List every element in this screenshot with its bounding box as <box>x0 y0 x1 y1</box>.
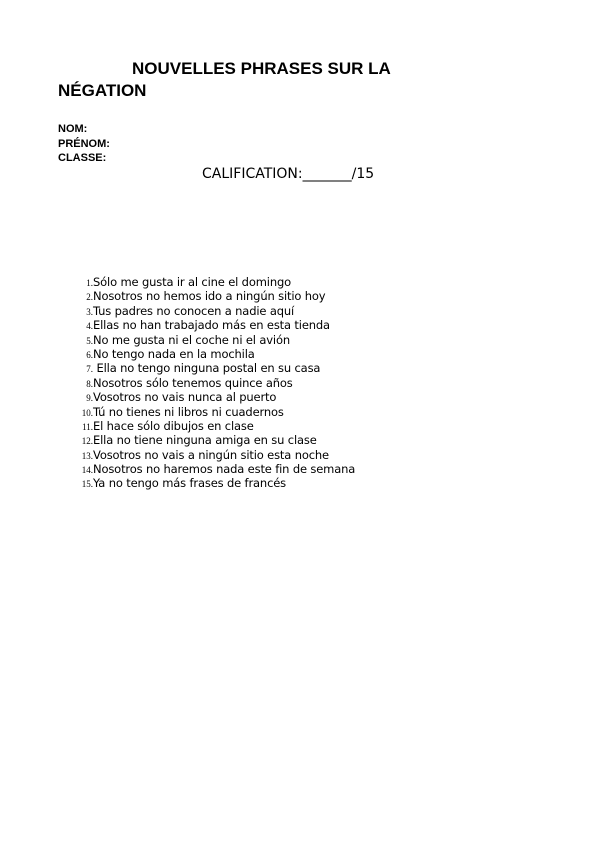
item-number: 13. <box>81 450 93 461</box>
item-text: No me gusta ni el coche ni el avión <box>93 332 290 347</box>
list-item <box>58 318 355 332</box>
item-text: Sólo me gusta ir al cine el domingo <box>93 275 291 289</box>
list-item <box>58 433 355 447</box>
item-text: Nosotros sólo tenemos quince años <box>93 375 293 390</box>
sentence-list <box>58 275 355 491</box>
item-text: Vosotros no vais nunca al puerto <box>93 390 277 405</box>
list-item <box>58 333 355 347</box>
item-number: 5. <box>86 335 93 346</box>
item-text: Tus padres no conocen a nadie aquí <box>93 303 295 318</box>
list-item <box>58 376 355 390</box>
item-number: 2. <box>86 292 93 303</box>
item-number: 14. <box>81 465 93 476</box>
page-title <box>58 58 478 102</box>
item-number: 15. <box>81 479 93 490</box>
item-number: 1. <box>86 278 93 288</box>
list-item <box>58 405 355 419</box>
grade-line: CALIFICATION:_______/15 <box>202 166 375 182</box>
item-number: 7. <box>86 364 93 375</box>
list-item <box>58 448 355 462</box>
list-item <box>58 390 355 404</box>
item-text: Ella no tiene ninguna amiga en su clase <box>93 433 317 448</box>
classe-label: CLASSE: <box>58 152 107 164</box>
item-text: Ellas no han trabajado más en esta tienda <box>93 318 330 333</box>
item-number: 11. <box>82 421 93 432</box>
list-item <box>58 347 355 361</box>
list-item <box>58 275 355 289</box>
list-item <box>58 462 355 476</box>
prenom-label: PRÉNOM: <box>58 137 110 150</box>
title-line-2: NÉGATION <box>58 81 147 100</box>
item-number: 3. <box>86 306 93 317</box>
item-number: 6. <box>86 349 93 360</box>
item-text: Ya no tengo más frases de francés <box>93 476 287 491</box>
list-item <box>58 304 355 318</box>
item-text: Nosotros no haremos nada este fin de semana <box>93 462 356 477</box>
item-text: Nosotros no hemos ido a ningún sitio hoy <box>93 289 326 304</box>
item-number: 9. <box>86 393 93 404</box>
item-text: El hace sólo dibujos en clase <box>93 418 254 433</box>
item-number: 12. <box>81 436 93 447</box>
item-text: Ella no tengo ninguna postal en su casa <box>93 361 321 376</box>
item-text: No tengo nada en la mochila <box>93 346 255 361</box>
title-line-1: NOUVELLES PHRASES SUR LA <box>132 59 391 78</box>
list-item <box>58 289 355 303</box>
item-number: 8. <box>86 378 93 389</box>
list-item <box>58 476 355 490</box>
list-item <box>58 419 355 433</box>
list-item <box>58 361 355 375</box>
nom-label: NOM: <box>58 123 88 135</box>
item-number: 10. <box>81 407 93 418</box>
item-number: 4. <box>86 321 93 332</box>
item-text: Tú no tienes ni libros ni cuadernos <box>93 404 284 419</box>
student-fields <box>58 122 110 166</box>
item-text: Vosotros no vais a ningún sitio esta noche <box>93 447 329 462</box>
